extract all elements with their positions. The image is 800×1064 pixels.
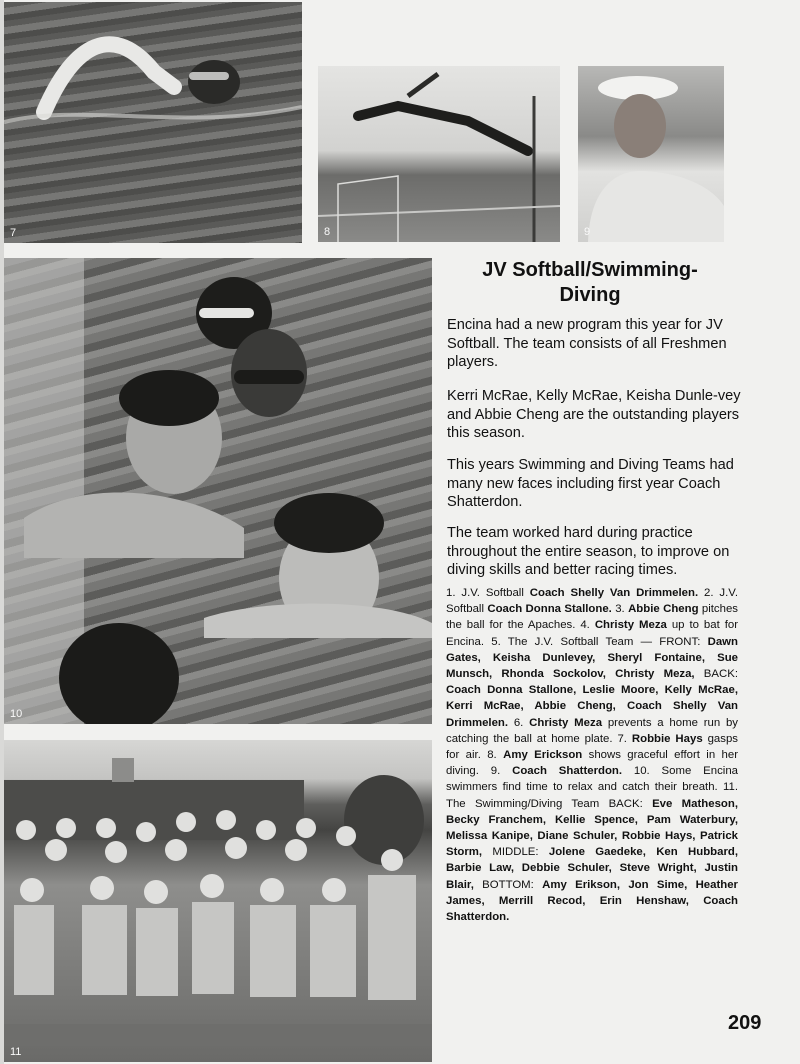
caption-name: Amy Erickson: [503, 749, 583, 762]
caption-text: 3.: [611, 603, 629, 616]
photo-number: 11: [10, 1046, 22, 1058]
photo-swimmers-relaxing: [4, 258, 432, 724]
caption-name: Jolene Gaedeke, Ken Hubbard, Barbie Law, Debbie Schuler, Steve Wright, Justin Blair,: [446, 846, 738, 891]
photo-number: 8: [324, 226, 331, 238]
caption-text: 2. J.V. Softball: [446, 587, 738, 616]
photo-captions: [446, 585, 738, 925]
caption-name: Amy Erikson, Jon Sime, Heather James, Merrill Recod, Erin Henshaw, Coach Shatterdon.: [446, 878, 738, 924]
photo-swimmer: [4, 2, 302, 243]
page-title: JV Softball/Swimming- Diving: [482, 259, 698, 306]
body-paragraph: This years Swimming and Diving Teams had many new faces including first year Coach Shatterdon.: [447, 457, 734, 510]
caption-text: gasps for air. 8.: [446, 732, 738, 762]
photo-swimming-diving-team: [4, 740, 432, 1062]
body-paragraph: Encina had a new program this year for JV Softball. The team consists of all Freshmen players.: [447, 317, 727, 370]
caption-name: Coach Donna Stallone.: [487, 603, 612, 616]
caption-text: BACK:: [694, 668, 738, 681]
body-paragraph: The team worked hard during practice throughout the entire season, to improve on diving skills and better racing times.: [447, 525, 730, 578]
caption-name: Coach Shelly Van Drimmelen.: [529, 587, 699, 599]
photo-diver: [318, 66, 560, 242]
caption-name: Christy Meza: [529, 716, 603, 729]
photo-number: 10: [10, 708, 23, 720]
caption-text: prevents a home run by catching the ball at home plate. 7.: [446, 716, 738, 745]
caption-name: Abbie Cheng: [628, 603, 699, 616]
caption-name: Robbie Hays: [631, 732, 703, 745]
caption-text: 10. Some Encina swimmers find time to relax and catch their breath. 11. The Swimming/Diving Team BACK:: [446, 765, 738, 810]
caption-name: Eve Matheson, Becky Franchem, Kellie Spence, Pam Waterbury, Melissa Kanipe, Diane Schuler, Robbie Hays, Patrick Storm,: [446, 797, 738, 859]
body-paragraph: Kerri McRae, Kelly McRae, Keisha Dunle-vey and Abbie Cheng are the outstanding players this season.: [447, 388, 741, 441]
caption-name: Coach Shatterdon.: [512, 765, 623, 778]
swimmers-illustration: [4, 258, 432, 724]
team-illustration: [4, 740, 432, 1062]
caption-name: Dawn Gates, Keisha Dunlevey, Sheryl Fontaine, Sue Munsch, Rhonda Sockolov, Christy Meza,: [446, 635, 738, 681]
photo-number: 9: [584, 226, 591, 238]
photo-coach: [578, 66, 724, 242]
caption-text: pitches the ball for the Apaches. 4.: [446, 603, 738, 632]
photo-number: 7: [10, 227, 17, 239]
caption-text: shows graceful effort in her diving. 9.: [446, 749, 738, 778]
caption-name: Christy Meza: [594, 619, 667, 632]
caption-text: 1. J.V. Softball: [446, 587, 530, 599]
swimmer-illustration: [4, 2, 302, 243]
caption-text: 6.: [508, 716, 530, 729]
caption-text: MIDDLE:: [482, 846, 549, 859]
caption-text: up to bat for Encina. 5. The J.V. Softball Team — FRONT:: [446, 619, 739, 648]
page-number: 209: [728, 1012, 762, 1034]
caption-name: Coach Donna Stallone, Leslie Moore, Kelly McRae, Kerri McRae, Abbie Cheng, Coach Shelly Van Drimmelen.: [446, 684, 738, 729]
coach-illustration: [578, 66, 724, 242]
diver-illustration: [318, 66, 560, 242]
caption-text: BOTTOM:: [473, 878, 543, 891]
